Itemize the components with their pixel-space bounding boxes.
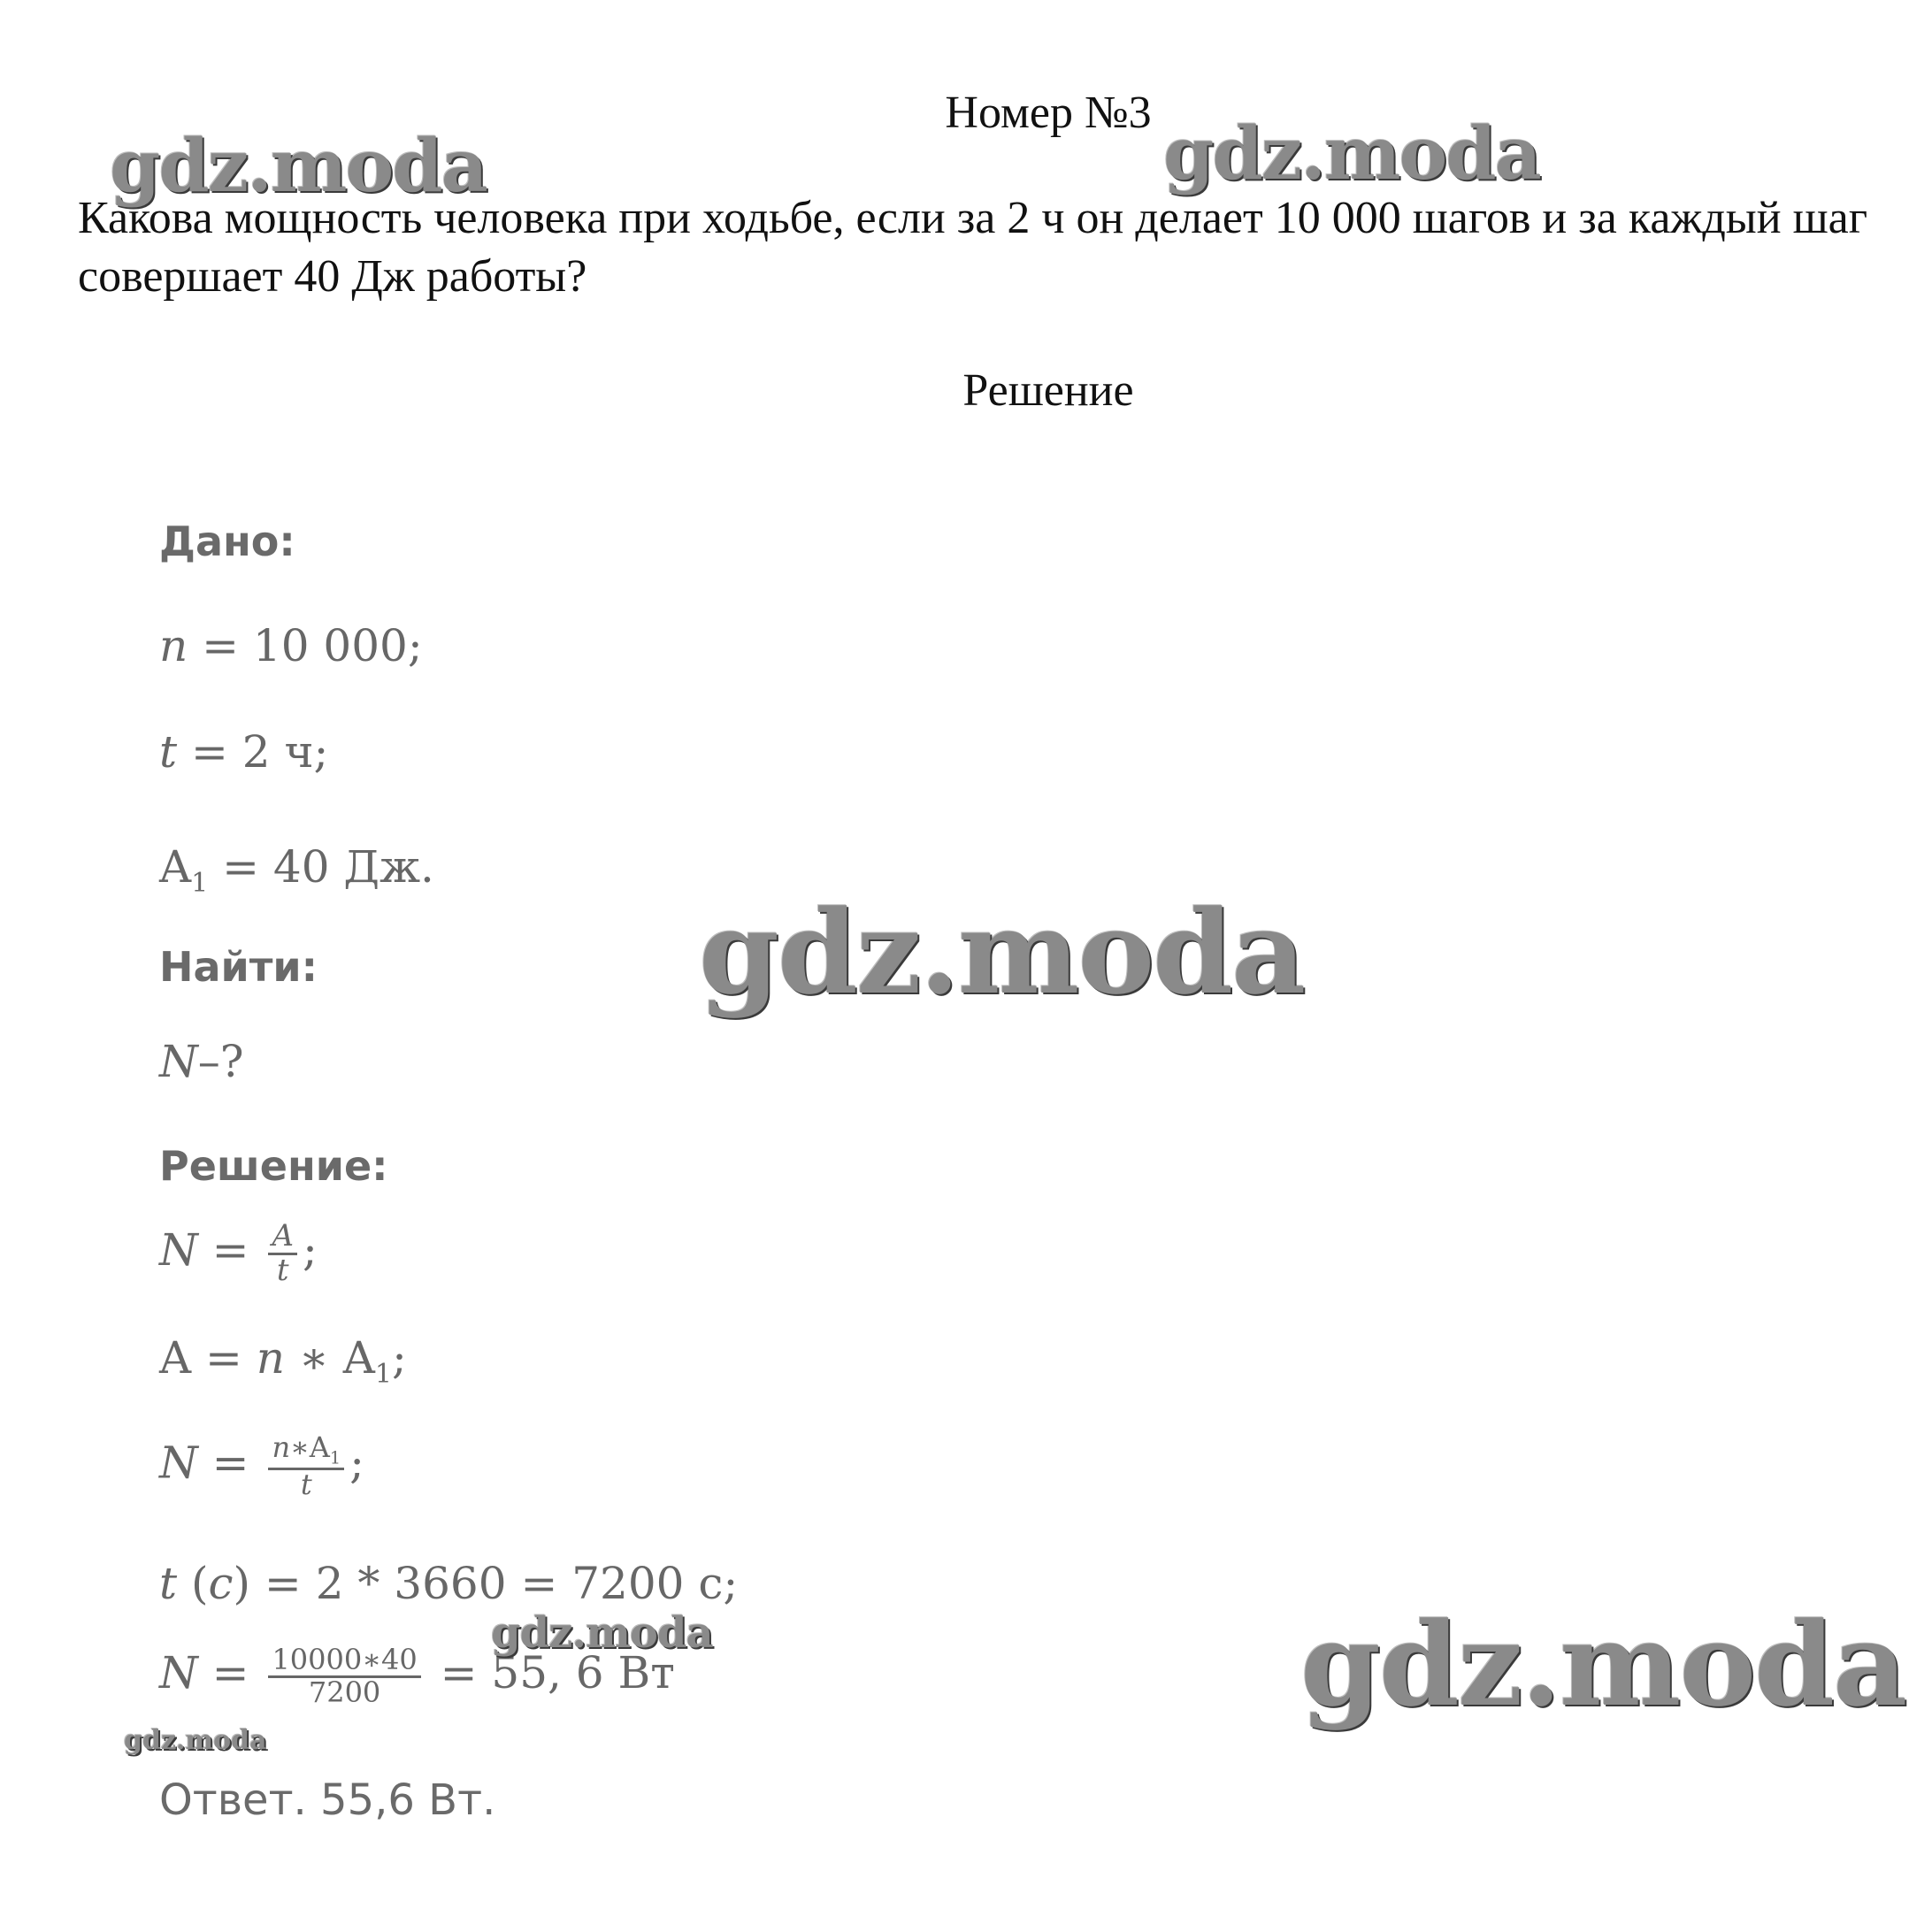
- watermark-small-mid: gdz.moda: [491, 1608, 713, 1658]
- watermark-top-right: gdz.moda: [1163, 111, 1540, 196]
- calc-numerator: 10000∗40: [268, 1645, 420, 1678]
- given-label: Дано:: [159, 518, 295, 565]
- fraction-denominator: t: [276, 1252, 289, 1288]
- formula-work: A = n ∗ $A_1$;: [159, 1332, 407, 1390]
- watermark-center: gdz.moda: [699, 885, 1305, 1020]
- formula-power: N = $\frac{A}{t}$ ;: [159, 1218, 318, 1288]
- fraction-a-over-t: [268, 1218, 297, 1288]
- problem-statement: Какова мощность человека при ходьбе, если за 2 ч он делает 10 000 шагов и за каждый шаг совершает 40 Дж работы?: [78, 193, 1868, 302]
- find-line: [159, 1035, 244, 1088]
- fraction-numerator: A: [268, 1221, 297, 1255]
- var-a1: $A_1$: [159, 841, 209, 899]
- calc-denominator: 7200: [308, 1675, 381, 1709]
- answer: Ответ. 55,6 Вт.: [159, 1775, 496, 1825]
- calc-result: = 55, 6 Вт: [440, 1647, 675, 1699]
- given-a1-line: [159, 840, 434, 910]
- given-t-value: = 2 ч;: [191, 726, 329, 778]
- watermark-bottom-right: gdz.moda: [1300, 1597, 1906, 1732]
- given-n-value: = 10 000;: [202, 620, 423, 671]
- var-n: n: [159, 620, 188, 671]
- calc-power: N = $\frac{10000∗40}{7200}$ = 55, 6 Вт: [159, 1643, 675, 1709]
- fraction-calc: [268, 1645, 420, 1707]
- var-N: N: [159, 1036, 198, 1087]
- given-t-line: [159, 725, 328, 778]
- page-title: Номер №3: [945, 88, 1152, 138]
- find-label: Найти:: [159, 943, 318, 991]
- formula-power-expanded: N = $\frac{n∗A_1}{t}$ ;: [159, 1430, 364, 1501]
- calc-time: t (c) = 2 * 3660 = 7200 с;: [159, 1558, 739, 1609]
- solution-label: Решение:: [159, 1142, 388, 1190]
- solution-heading: Решение: [962, 365, 1134, 416]
- given-a1-value: = 40 Дж.: [222, 841, 434, 893]
- watermark-top-left: gdz.moda: [110, 124, 487, 209]
- var-t: t: [159, 726, 178, 778]
- fraction-nA1-over-t: $\frac{n∗A_1}{t}$: [268, 1433, 344, 1499]
- watermark-small-left: gdz.moda: [124, 1725, 267, 1756]
- find-value: –?: [197, 1036, 244, 1087]
- given-n-line: [159, 619, 423, 672]
- calc-time-value: = 2 * 3660 = 7200 с;: [264, 1558, 739, 1609]
